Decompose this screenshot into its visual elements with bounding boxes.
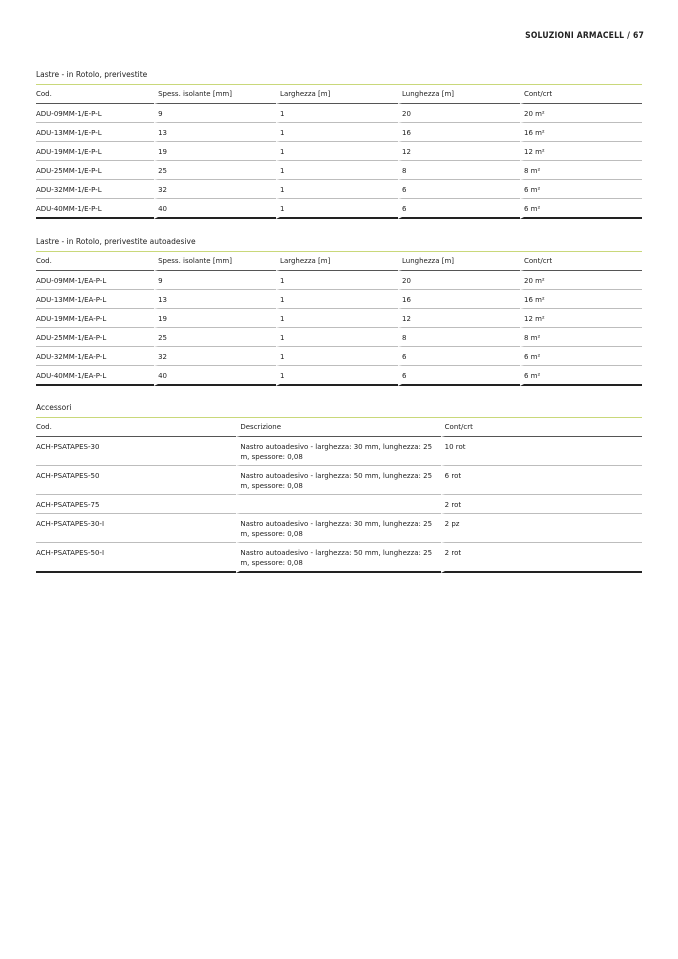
table-row <box>36 104 642 123</box>
product-table <box>36 252 642 386</box>
table-row <box>36 142 642 161</box>
table-row <box>36 437 642 466</box>
table-section-rolls-precoated <box>36 70 642 219</box>
cell-width: 1 <box>276 309 398 328</box>
cell-cont: 2 rot <box>441 543 642 573</box>
table-row <box>36 180 642 199</box>
cell-cont: 16 m² <box>520 290 642 309</box>
cell-code: ADU-19MM-1/E-P-L <box>36 142 154 161</box>
cell-thickness: 13 <box>154 290 276 309</box>
cell-length: 6 <box>398 199 520 219</box>
cell-thickness: 25 <box>154 161 276 180</box>
column-header-width: Larghezza [m] <box>276 252 398 271</box>
table-row <box>36 123 642 142</box>
table-row <box>36 366 642 386</box>
cell-cont: 6 m² <box>520 366 642 386</box>
cell-cont: 6 rot <box>441 466 642 495</box>
cell-length: 16 <box>398 123 520 142</box>
cell-cont: 8 m² <box>520 328 642 347</box>
column-header-length: Lunghezza [m] <box>398 85 520 104</box>
column-header-code: Cod. <box>36 418 236 437</box>
cell-code: ADU-13MM-1/E-P-L <box>36 123 154 142</box>
cell-description <box>236 495 440 514</box>
cell-width: 1 <box>276 180 398 199</box>
cell-cont: 6 m² <box>520 199 642 219</box>
table-header-row <box>36 85 642 104</box>
cell-code: ADU-32MM-1/E-P-L <box>36 180 154 199</box>
cell-thickness: 40 <box>154 199 276 219</box>
page-header: SOLUZIONI ARMACELL / 67 <box>525 31 644 41</box>
table-row <box>36 495 642 514</box>
cell-cont: 20 m² <box>520 104 642 123</box>
column-header-thickness: Spess. isolante [mm] <box>154 85 276 104</box>
cell-code: ADU-32MM-1/EA-P-L <box>36 347 154 366</box>
table-row <box>36 161 642 180</box>
cell-code: ACH-PSATAPES-50-I <box>36 543 236 573</box>
cell-description: Nastro autoadesivo - larghezza: 50 mm, lunghezza: 25 m, spessore: 0,08 <box>236 466 440 495</box>
cell-cont: 12 m² <box>520 309 642 328</box>
cell-thickness: 9 <box>154 104 276 123</box>
column-header-width: Larghezza [m] <box>276 85 398 104</box>
table-row <box>36 514 642 543</box>
cell-length: 6 <box>398 180 520 199</box>
cell-width: 1 <box>276 161 398 180</box>
table-section-accessories <box>36 403 642 573</box>
cell-code: ACH-PSATAPES-30-I <box>36 514 236 543</box>
cell-code: ADU-09MM-1/E-P-L <box>36 104 154 123</box>
cell-code: ADU-25MM-1/EA-P-L <box>36 328 154 347</box>
product-table <box>36 85 642 219</box>
cell-description: Nastro autoadesivo - larghezza: 50 mm, lunghezza: 25 m, spessore: 0,08 <box>236 543 440 573</box>
cell-code: ADU-40MM-1/EA-P-L <box>36 366 154 386</box>
cell-length: 16 <box>398 290 520 309</box>
cell-code: ACH-PSATAPES-50 <box>36 466 236 495</box>
cell-cont: 6 m² <box>520 180 642 199</box>
table-title: Lastre - in Rotolo, prerivestite <box>36 70 642 85</box>
table-row <box>36 347 642 366</box>
column-header-thickness: Spess. isolante [mm] <box>154 252 276 271</box>
cell-width: 1 <box>276 142 398 161</box>
cell-length: 12 <box>398 142 520 161</box>
cell-thickness: 13 <box>154 123 276 142</box>
cell-cont: 2 rot <box>441 495 642 514</box>
cell-length: 8 <box>398 328 520 347</box>
cell-length: 20 <box>398 271 520 290</box>
table-row <box>36 309 642 328</box>
column-header-cont: Cont/crt <box>520 85 642 104</box>
cell-thickness: 25 <box>154 328 276 347</box>
cell-thickness: 40 <box>154 366 276 386</box>
table-row <box>36 199 642 219</box>
cell-code: ADU-25MM-1/E-P-L <box>36 161 154 180</box>
cell-code: ACH-PSATAPES-75 <box>36 495 236 514</box>
cell-cont: 16 m² <box>520 123 642 142</box>
column-header-code: Cod. <box>36 252 154 271</box>
table-title: Accessori <box>36 403 642 418</box>
cell-width: 1 <box>276 328 398 347</box>
cell-code: ADU-13MM-1/EA-P-L <box>36 290 154 309</box>
cell-thickness: 19 <box>154 142 276 161</box>
cell-length: 6 <box>398 347 520 366</box>
cell-length: 6 <box>398 366 520 386</box>
table-row <box>36 290 642 309</box>
table-section-rolls-selfadhesive <box>36 237 642 386</box>
cell-code: ADU-09MM-1/EA-P-L <box>36 271 154 290</box>
cell-thickness: 32 <box>154 347 276 366</box>
table-row <box>36 466 642 495</box>
cell-thickness: 9 <box>154 271 276 290</box>
cell-cont: 2 pz <box>441 514 642 543</box>
table-header-row <box>36 252 642 271</box>
cell-width: 1 <box>276 199 398 219</box>
cell-cont: 8 m² <box>520 161 642 180</box>
cell-description: Nastro autoadesivo - larghezza: 30 mm, lunghezza: 25 m, spessore: 0,08 <box>236 514 440 543</box>
table-row <box>36 271 642 290</box>
column-header-cont: Cont/crt <box>441 418 642 437</box>
cell-width: 1 <box>276 347 398 366</box>
cell-length: 8 <box>398 161 520 180</box>
column-header-cont: Cont/crt <box>520 252 642 271</box>
cell-cont: 10 rot <box>441 437 642 466</box>
column-header-length: Lunghezza [m] <box>398 252 520 271</box>
table-row <box>36 543 642 573</box>
column-header-description: Descrizione <box>236 418 440 437</box>
table-row <box>36 328 642 347</box>
cell-width: 1 <box>276 123 398 142</box>
column-header-code: Cod. <box>36 85 154 104</box>
cell-code: ADU-19MM-1/EA-P-L <box>36 309 154 328</box>
cell-code: ACH-PSATAPES-30 <box>36 437 236 466</box>
cell-width: 1 <box>276 290 398 309</box>
accessories-table <box>36 418 642 573</box>
cell-width: 1 <box>276 271 398 290</box>
cell-length: 20 <box>398 104 520 123</box>
cell-width: 1 <box>276 104 398 123</box>
cell-width: 1 <box>276 366 398 386</box>
cell-thickness: 32 <box>154 180 276 199</box>
cell-description: Nastro autoadesivo - larghezza: 30 mm, lunghezza: 25 m, spessore: 0,08 <box>236 437 440 466</box>
cell-cont: 20 m² <box>520 271 642 290</box>
table-header-row <box>36 418 642 437</box>
cell-cont: 6 m² <box>520 347 642 366</box>
cell-thickness: 19 <box>154 309 276 328</box>
table-title: Lastre - in Rotolo, prerivestite autoadesive <box>36 237 642 252</box>
cell-code: ADU-40MM-1/E-P-L <box>36 199 154 219</box>
cell-length: 12 <box>398 309 520 328</box>
cell-cont: 12 m² <box>520 142 642 161</box>
